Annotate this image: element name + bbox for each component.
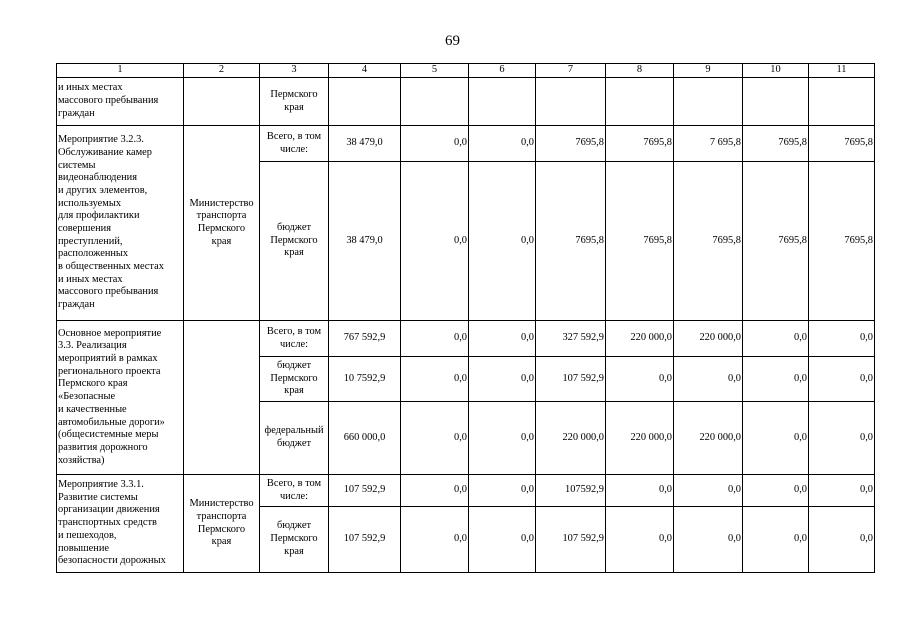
amount-cell: 7695,8 [743,126,809,162]
amount-cell: 107 592,9 [536,357,606,402]
column-header: 8 [606,64,674,78]
amount-cell: 327 592,9 [536,321,606,357]
column-header: 1 [57,64,184,78]
amount-cell: 38 479,0 [329,126,401,162]
amount-cell: 0,0 [674,507,743,573]
column-header-row [57,64,875,78]
funding-source: Всего, в том числе: [260,321,329,357]
amount-cell: 220 000,0 [674,402,743,475]
amount-cell: 0,0 [469,357,536,402]
table-row [57,78,875,126]
amount-cell: 0,0 [606,475,674,507]
column-header: 7 [536,64,606,78]
amount-cell: 0,0 [401,126,469,162]
amount-cell: 7695,8 [809,162,875,321]
amount-cell: 107 592,9 [536,507,606,573]
amount-cell: 0,0 [401,475,469,507]
amount-cell [809,78,875,126]
amount-cell: 0,0 [401,162,469,321]
amount-cell: 0,0 [674,357,743,402]
responsible-organization: Министерство транспорта Пермского края [184,475,260,573]
funding-source: бюджет Пермского края [260,507,329,573]
funding-source: бюджет Пермского края [260,357,329,402]
table-row [57,321,875,357]
amount-cell: 0,0 [809,321,875,357]
column-header: 11 [809,64,875,78]
amount-cell: 7695,8 [536,126,606,162]
amount-cell [329,78,401,126]
column-header: 4 [329,64,401,78]
amount-cell: 0,0 [469,162,536,321]
amount-cell: 0,0 [743,402,809,475]
responsible-organization [184,78,260,126]
amount-cell: 7695,8 [606,126,674,162]
amount-cell: 7695,8 [809,126,875,162]
amount-cell [743,78,809,126]
amount-cell [606,78,674,126]
funding-source: Всего, в том числе: [260,126,329,162]
funding-source: Пермского края [260,78,329,126]
amount-cell: 7695,8 [674,162,743,321]
amount-cell [674,78,743,126]
amount-cell: 0,0 [809,402,875,475]
activity-description: и иных местах массового пребывания граждан [57,78,184,126]
amount-cell: 660 000,0 [329,402,401,475]
responsible-organization: Министерство транспорта Пермского края [184,126,260,321]
table-row [57,126,875,162]
amount-cell: 767 592,9 [329,321,401,357]
amount-cell [469,78,536,126]
amount-cell: 0,0 [743,321,809,357]
amount-cell: 0,0 [743,357,809,402]
amount-cell: 0,0 [743,475,809,507]
column-header: 5 [401,64,469,78]
activity-description: Мероприятие 3.3.1. Развитие системы организации движения транспортных средств и пешеходов, повышение безопасности дорожных [57,475,184,573]
amount-cell: 7 695,8 [674,126,743,162]
amount-cell: 220 000,0 [606,321,674,357]
amount-cell: 0,0 [469,507,536,573]
column-header: 2 [184,64,260,78]
amount-cell: 0,0 [469,126,536,162]
amount-cell: 0,0 [743,507,809,573]
amount-cell: 7695,8 [606,162,674,321]
budget-table [56,63,875,573]
amount-cell: 107592,9 [536,475,606,507]
column-header: 9 [674,64,743,78]
amount-cell: 38 479,0 [329,162,401,321]
funding-source: бюджет Пермского края [260,162,329,321]
activity-description: Основное мероприятие 3.3. Реализация мероприятий в рамках регионального проекта Пермского края «Безопасные и качественные автомобильные дороги» (общесистемные меры развития дорожного хозяйства) [57,321,184,475]
amount-cell: 7695,8 [743,162,809,321]
amount-cell: 0,0 [401,321,469,357]
amount-cell: 0,0 [469,475,536,507]
table-row [57,475,875,507]
amount-cell: 220 000,0 [674,321,743,357]
amount-cell: 0,0 [809,475,875,507]
column-header: 3 [260,64,329,78]
amount-cell: 0,0 [401,507,469,573]
page-number: 69 [445,33,460,49]
amount-cell: 10 7592,9 [329,357,401,402]
funding-source: Всего, в том числе: [260,475,329,507]
column-header: 10 [743,64,809,78]
responsible-organization [184,321,260,475]
amount-cell: 7695,8 [536,162,606,321]
funding-source: федеральный бюджет [260,402,329,475]
amount-cell: 0,0 [401,357,469,402]
amount-cell [536,78,606,126]
amount-cell: 0,0 [674,475,743,507]
amount-cell: 0,0 [469,402,536,475]
amount-cell: 0,0 [809,357,875,402]
amount-cell: 0,0 [606,357,674,402]
amount-cell: 0,0 [401,402,469,475]
activity-description: Мероприятие 3.2.3. Обслуживание камер системы видеонаблюдения и других элементов, используемых для профилактики совершения преступлений, расположенных в общественных местах и иных местах массового пребывания граждан [57,126,184,321]
amount-cell: 0,0 [606,507,674,573]
amount-cell: 0,0 [809,507,875,573]
amount-cell: 107 592,9 [329,507,401,573]
amount-cell: 107 592,9 [329,475,401,507]
amount-cell: 0,0 [469,321,536,357]
amount-cell [401,78,469,126]
amount-cell: 220 000,0 [606,402,674,475]
column-header: 6 [469,64,536,78]
amount-cell: 220 000,0 [536,402,606,475]
